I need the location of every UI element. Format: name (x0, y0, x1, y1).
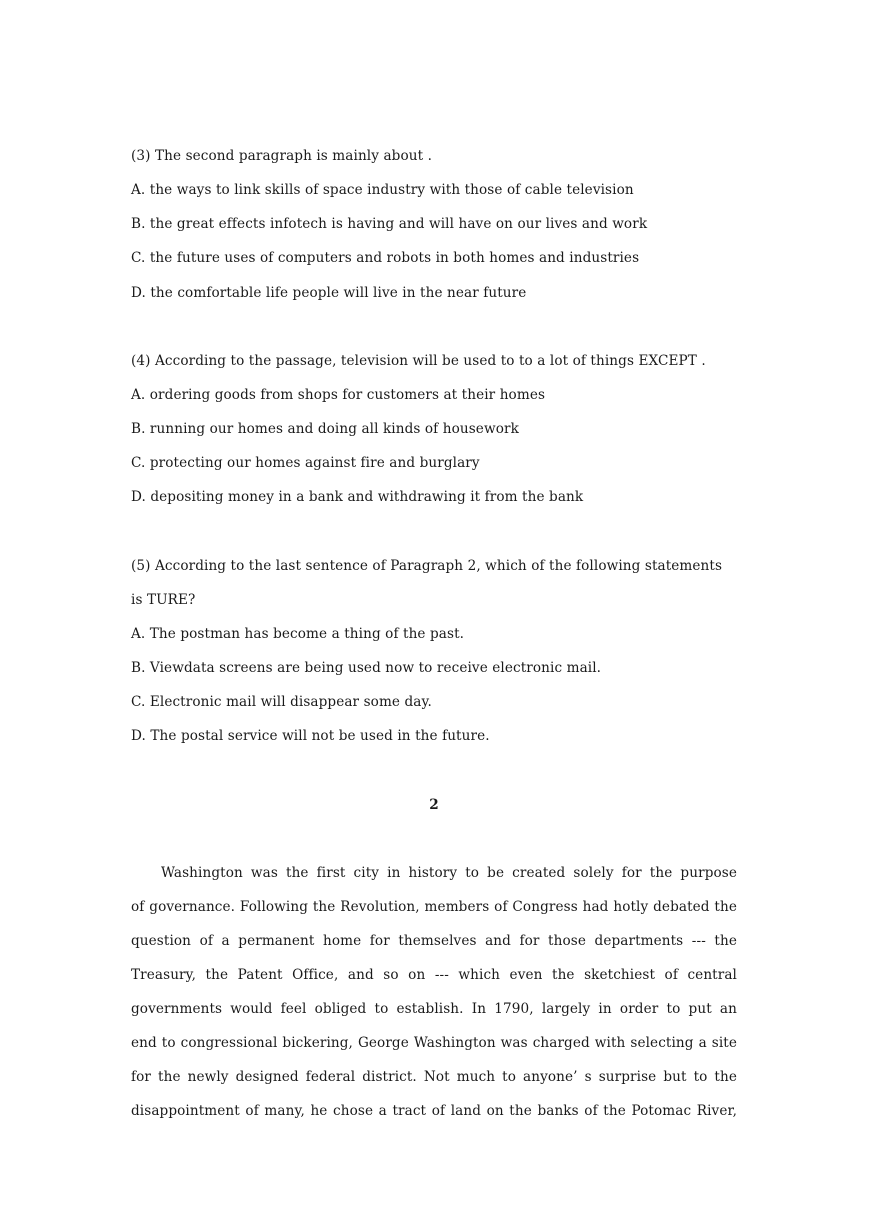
question-4-option-b: B. running our homes and doing all kinds of housework (131, 421, 519, 437)
question-5-option-c: C. Electronic mail will disappear some day. (131, 694, 432, 710)
passage-line-3: question of a permanent home for themselves and for those departments --- the (131, 933, 737, 949)
question-5-option-d: D. The postal service will not be used in the future. (131, 728, 490, 744)
question-3-stem: (3) The second paragraph is mainly about . (131, 148, 432, 164)
question-4-option-c: C. protecting our homes against fire and burglary (131, 455, 480, 471)
question-3-option-b: B. the great effects infotech is having and will have on our lives and work (131, 216, 648, 232)
passage-line-6: end to congressional bickering, George Washington was charged with selecting a site (131, 1035, 737, 1051)
passage-line-4: Treasury, the Patent Office, and so on --- which even the sketchiest of central (131, 967, 737, 983)
passage-line-8: disappointment of many, he chose a tract of land on the banks of the Potomac River, (131, 1103, 737, 1119)
question-5-stem-line-2: is TURE? (131, 592, 196, 608)
passage-line-7: for the newly designed federal district. Not much to anyone’ s surprise but to the (131, 1069, 737, 1085)
question-5-option-a: A. The postman has become a thing of the past. (131, 626, 465, 642)
question-5-option-b: B. Viewdata screens are being used now to receive electronic mail. (131, 660, 602, 676)
question-4-option-a: A. ordering goods from shops for customers at their homes (131, 387, 546, 403)
passage-line-2: of governance. Following the Revolution, members of Congress had hotly debated the (131, 899, 737, 915)
passage-line-5: governments would feel obliged to establish. In 1790, largely in order to put an (131, 1001, 737, 1017)
question-4-option-d: D. depositing money in a bank and withdrawing it from the bank (131, 489, 584, 505)
section-number: 2 (429, 797, 439, 813)
question-3-option-a: A. the ways to link skills of space industry with those of cable television (131, 182, 634, 198)
passage-line-1: Washington was the first city in history to be created solely for the purpose (161, 865, 737, 881)
question-3-option-d: D. the comfortable life people will live in the near future (131, 285, 527, 301)
question-4-stem: (4) According to the passage, television will be used to to a lot of things EXCEPT . (131, 353, 706, 369)
question-3-option-c: C. the future uses of computers and robots in both homes and industries (131, 250, 640, 266)
question-5-stem-line-1: (5) According to the last sentence of Paragraph 2, which of the following statements (131, 558, 723, 574)
